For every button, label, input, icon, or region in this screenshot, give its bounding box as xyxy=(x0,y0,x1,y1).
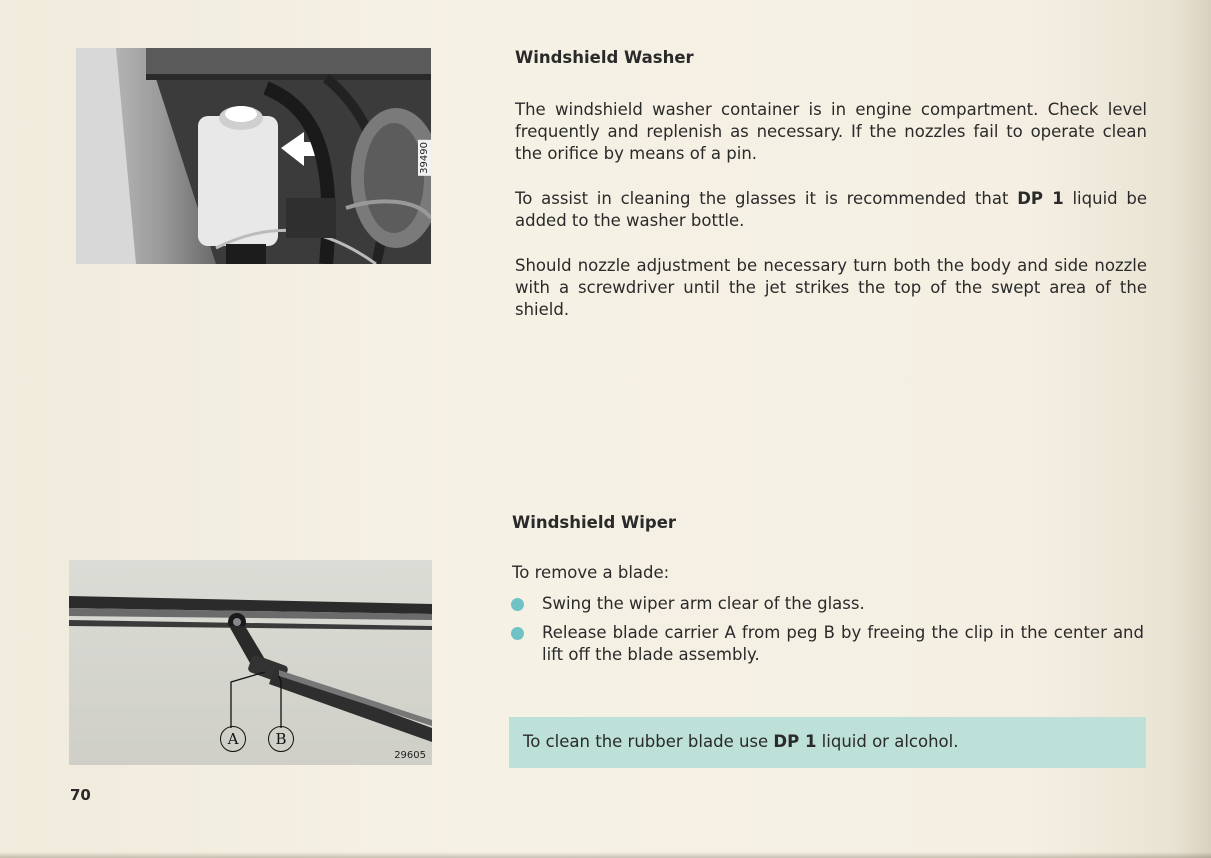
list-item: Swing the wiper arm clear of the glass. xyxy=(510,593,1144,615)
photo-reference-number: 29605 xyxy=(394,750,426,761)
dp1-product-name: DP 1 xyxy=(1017,189,1064,208)
washer-paragraph-dp1: To assist in cleaning the glasses it is recommended that DP 1 liquid be added to the washer bottle. xyxy=(515,189,1148,230)
washer-paragraph-nozzle: Should nozzle adjustment be necessary turn both the body and side nozzle with a screwdriver until the jet strikes the top of the swept area of the shield. xyxy=(515,256,1147,319)
page-number: 70 xyxy=(70,786,91,804)
callout-b: B xyxy=(268,726,294,752)
wiper-heading: Windshield Wiper xyxy=(512,513,677,532)
page-edge-shadow xyxy=(0,852,1211,858)
bullet-dot-icon xyxy=(511,598,524,611)
list-item: Release blade carrier A from peg B by freeing the clip in the center and lift off the blade assembly. xyxy=(510,622,1144,666)
wiper-intro: To remove a blade: xyxy=(512,563,670,582)
bullet-dot-icon xyxy=(511,627,524,640)
wiper-arm-photo xyxy=(69,560,432,765)
cleaning-note-text: To clean the rubber blade use DP 1 liquid or alcohol. xyxy=(523,732,959,751)
photo-reference-number: 39490 xyxy=(419,142,430,174)
washer-paragraph-container: The windshield washer container is in engine compartment. Check level frequently and replenish as necessary. If the nozzles fail to operate clean the orifice by means of a pin. xyxy=(515,100,1147,163)
cleaning-note-box xyxy=(509,717,1146,768)
engine-compartment-photo xyxy=(76,48,431,264)
washer-heading: Windshield Washer xyxy=(515,48,694,67)
dp1-product-name: DP 1 xyxy=(773,732,817,751)
callout-a: A xyxy=(220,726,246,752)
